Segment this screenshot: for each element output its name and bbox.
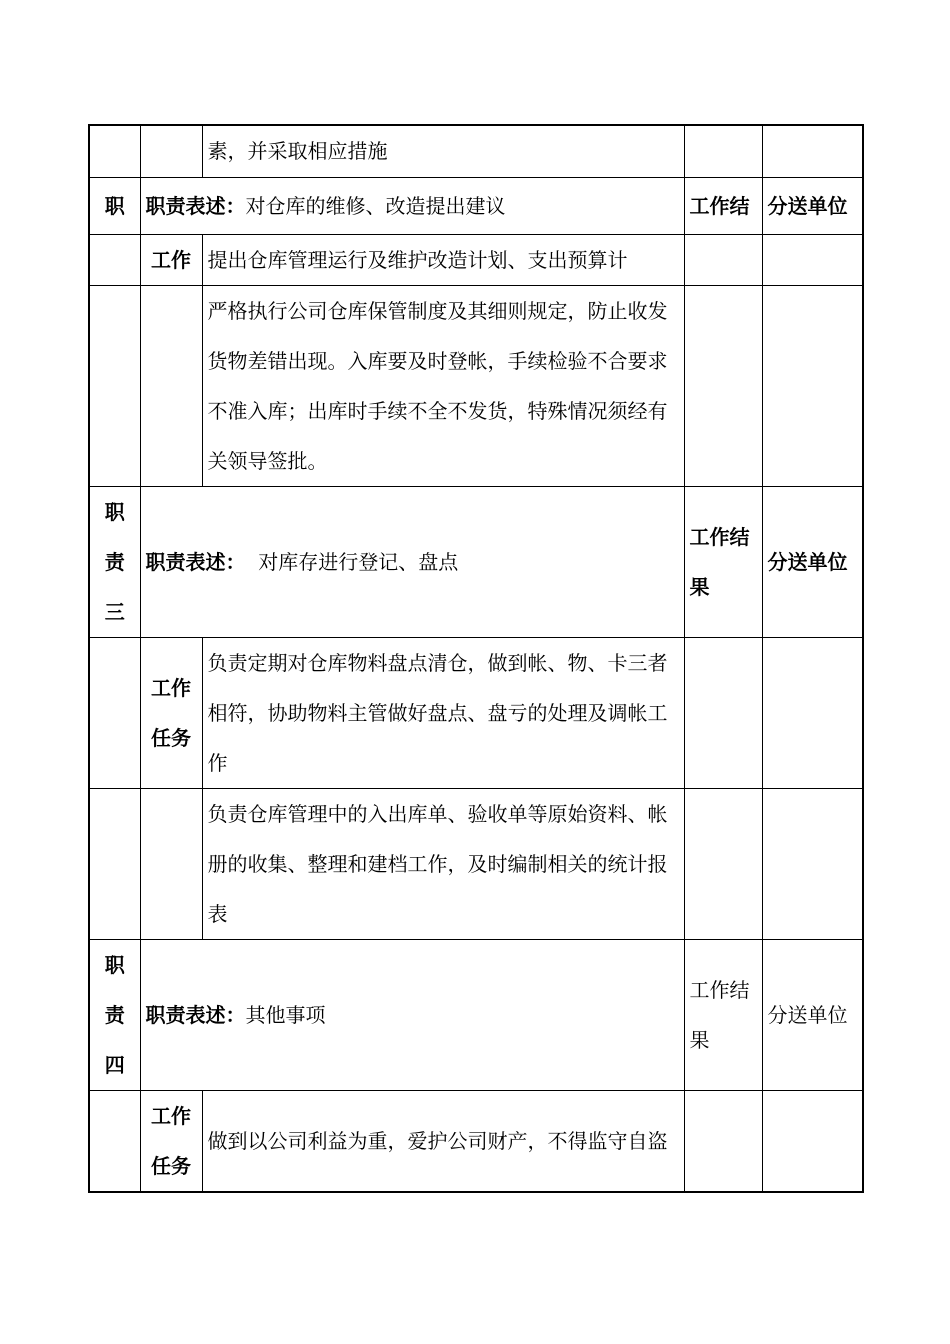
duty-description [140, 486, 684, 637]
duty-number-cell [89, 637, 140, 788]
table-row [89, 1090, 863, 1192]
result-cell [684, 1090, 762, 1192]
task-text: 负责仓库管理中的入出库单、验收单等原始资料、帐册的收集、整理和建档工作，及时编制相关的统计报表 [202, 788, 684, 939]
duty-number-char: 责 [104, 549, 125, 574]
duty-number-cell [89, 788, 140, 939]
duty-label: 职责表述： [145, 193, 246, 218]
duty-number-cell [89, 285, 140, 486]
result-cell [684, 234, 762, 285]
result-cell [684, 788, 762, 939]
duty-text: 对库存进行登记、盘点 [245, 549, 459, 574]
duty-number-char: 职 [104, 952, 125, 977]
distribution-cell [762, 637, 863, 788]
table-row [89, 637, 863, 788]
task-label-line: 工作 [151, 1103, 191, 1128]
task-label-cell [140, 285, 202, 486]
duty-number-char: 四 [104, 1052, 125, 1077]
duty-number-cell [89, 125, 140, 177]
duty-number-cell [89, 1090, 140, 1192]
task-label-line: 任务 [151, 1153, 191, 1178]
duty-number-char: 责 [104, 1002, 125, 1027]
distribution-header: 分送单位 [762, 177, 863, 234]
table-row [89, 788, 863, 939]
duty-text: 其他事项 [245, 1002, 326, 1027]
distribution-cell [762, 1090, 863, 1192]
task-text: 素，并采取相应措施 [202, 125, 684, 177]
task-label-line: 工作 [151, 675, 191, 700]
result-header: 工作结果 [684, 939, 762, 1090]
duty-description [140, 177, 684, 234]
result-header: 工作结果 [684, 486, 762, 637]
task-label-cell [140, 788, 202, 939]
table-row [89, 486, 863, 637]
duty-number-cell [89, 486, 140, 637]
table-row [89, 939, 863, 1090]
result-cell [684, 125, 762, 177]
distribution-header: 分送单位 [762, 486, 863, 637]
duty-label: 职责表述： [145, 1002, 246, 1027]
table-row [89, 234, 863, 285]
duty-text: 对仓库的维修、改造提出建议 [245, 193, 506, 218]
distribution-cell [762, 285, 863, 486]
task-label-cell: 工作 [140, 234, 202, 285]
table-row [89, 177, 863, 234]
distribution-header: 分送单位 [762, 939, 863, 1090]
task-label-line: 任务 [151, 725, 191, 750]
result-cell [684, 637, 762, 788]
distribution-cell [762, 125, 863, 177]
duty-number-cell [89, 939, 140, 1090]
table-row [89, 125, 863, 177]
task-text: 严格执行公司仓库保管制度及其细则规定，防止收发货物差错出现。入库要及时登帐，手续检验不合要求不准入库；出库时手续不全不发货，特殊情况须经有关领导签批。 [202, 285, 684, 486]
task-text: 提出仓库管理运行及维护改造计划、支出预算计 [202, 234, 684, 285]
duty-number-cell: 职 [89, 177, 140, 234]
task-label-cell [140, 125, 202, 177]
distribution-cell [762, 234, 863, 285]
duty-table [88, 124, 864, 1193]
task-label-cell [140, 1090, 202, 1192]
duty-number-char: 职 [104, 499, 125, 524]
duty-number-cell [89, 234, 140, 285]
task-label-cell [140, 637, 202, 788]
result-header: 工作结 [684, 177, 762, 234]
duty-label: 职责表述： [145, 549, 246, 574]
table-row [89, 285, 863, 486]
duty-description [140, 939, 684, 1090]
duty-number-char: 三 [104, 599, 125, 624]
distribution-cell [762, 788, 863, 939]
result-cell [684, 285, 762, 486]
task-text: 做到以公司利益为重，爱护公司财产，不得监守自盗 [202, 1090, 684, 1192]
task-text: 负责定期对仓库物料盘点清仓，做到帐、物、卡三者相符，协助物料主管做好盘点、盘亏的处理及调帐工作 [202, 637, 684, 788]
